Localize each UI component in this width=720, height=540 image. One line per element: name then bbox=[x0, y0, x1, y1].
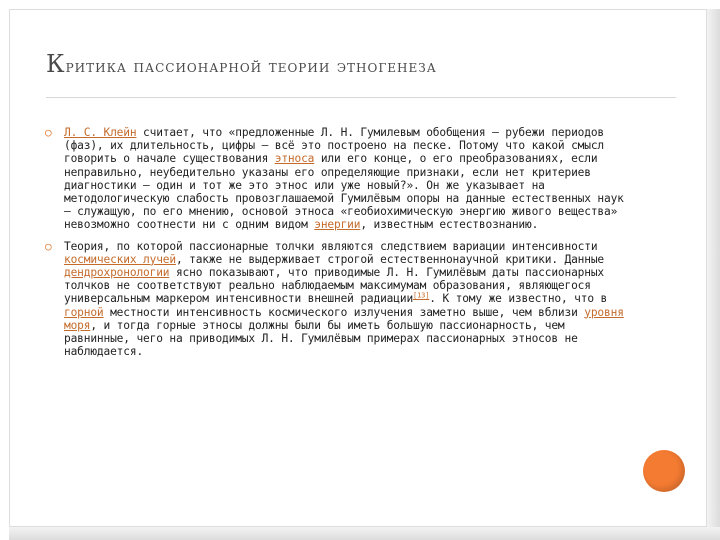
orange-circle-decoration bbox=[643, 450, 685, 492]
paragraph-text: Теория, по которой пассионарные толчки являются следствием вариации интенсивности bbox=[64, 239, 598, 253]
hollow-orange-bullet-icon: ○ bbox=[45, 239, 52, 253]
title-divider bbox=[46, 97, 676, 98]
inline-link[interactable]: уровня моря bbox=[64, 305, 624, 332]
slide-content bbox=[44, 126, 624, 366]
paragraph-text: , известным естествознанию. bbox=[360, 218, 539, 232]
slide-shadow-bottom bbox=[9, 527, 720, 540]
inline-link[interactable]: космических лучей bbox=[64, 252, 176, 266]
paragraph-text: . К тому же известно, что в bbox=[429, 292, 608, 306]
inline-link[interactable]: этноса bbox=[274, 152, 315, 166]
paragraph-text: , и тогда горные этносы должны были бы иметь большую пассионарность, чем равнинные, чего на приводимых Л. Н. Гумилёвым примерах пассионарных этносов не наблюдается. bbox=[64, 318, 578, 359]
paragraph-text: считает, что «предложенные Л. Н. Гумилевым обобщения — рубежи периодов (фаз), их длительность, цифры — всё это построено на песке. Потому что какой смысл говорить о начале существования bbox=[64, 126, 605, 166]
bullet-item-2 bbox=[44, 240, 624, 359]
slide-title-rest: ритика пассионарной теории этногенеза bbox=[65, 57, 437, 77]
slide-shadow-right bbox=[707, 9, 720, 540]
citation-sup bbox=[413, 292, 429, 300]
paragraph-text: ясно показывают, что приводимые Л. Н. Гумилёвым даты пассионарных толчков не соответствуют реально наблюдаемым максимумам образования, являющегося универсальным маркером интенсивности внешней радиации bbox=[64, 266, 605, 306]
paragraph-1 bbox=[64, 126, 624, 232]
inline-link[interactable]: Л. С. Клейн bbox=[64, 126, 137, 139]
paragraph-text: , также не выдерживает строгой естественнонаучной критики. Данные bbox=[175, 252, 605, 266]
slide-title-initial: К bbox=[46, 50, 66, 78]
paragraph-2 bbox=[64, 240, 624, 359]
slide-title bbox=[46, 50, 437, 78]
hollow-orange-bullet-icon: ○ bbox=[45, 126, 52, 139]
paragraph-text: местности интенсивность космического излучения заметно выше, чем вблизи bbox=[103, 305, 585, 319]
citation-link[interactable]: [13] bbox=[413, 291, 430, 300]
paragraph-text: или его конце, о его преобразованиях, если неправильно, неубедительно указаны его определяющие признаки, если нет критериев диагностики — один и тот же это этнос или уже новый?». Он же указывает на методологическую слабость провозглашаемой Гумилёвым опоры на данные естественных наук — служащую, по его мнению, основой этноса «геобиохимическую энергию живого вещества» невозможно соотнести ни с одним видом bbox=[64, 152, 624, 232]
inline-link[interactable]: дендрохронологии bbox=[64, 266, 170, 280]
inline-link[interactable]: горной bbox=[64, 305, 104, 319]
inline-link[interactable]: энергии bbox=[314, 218, 361, 232]
bullet-item-1 bbox=[44, 126, 624, 232]
